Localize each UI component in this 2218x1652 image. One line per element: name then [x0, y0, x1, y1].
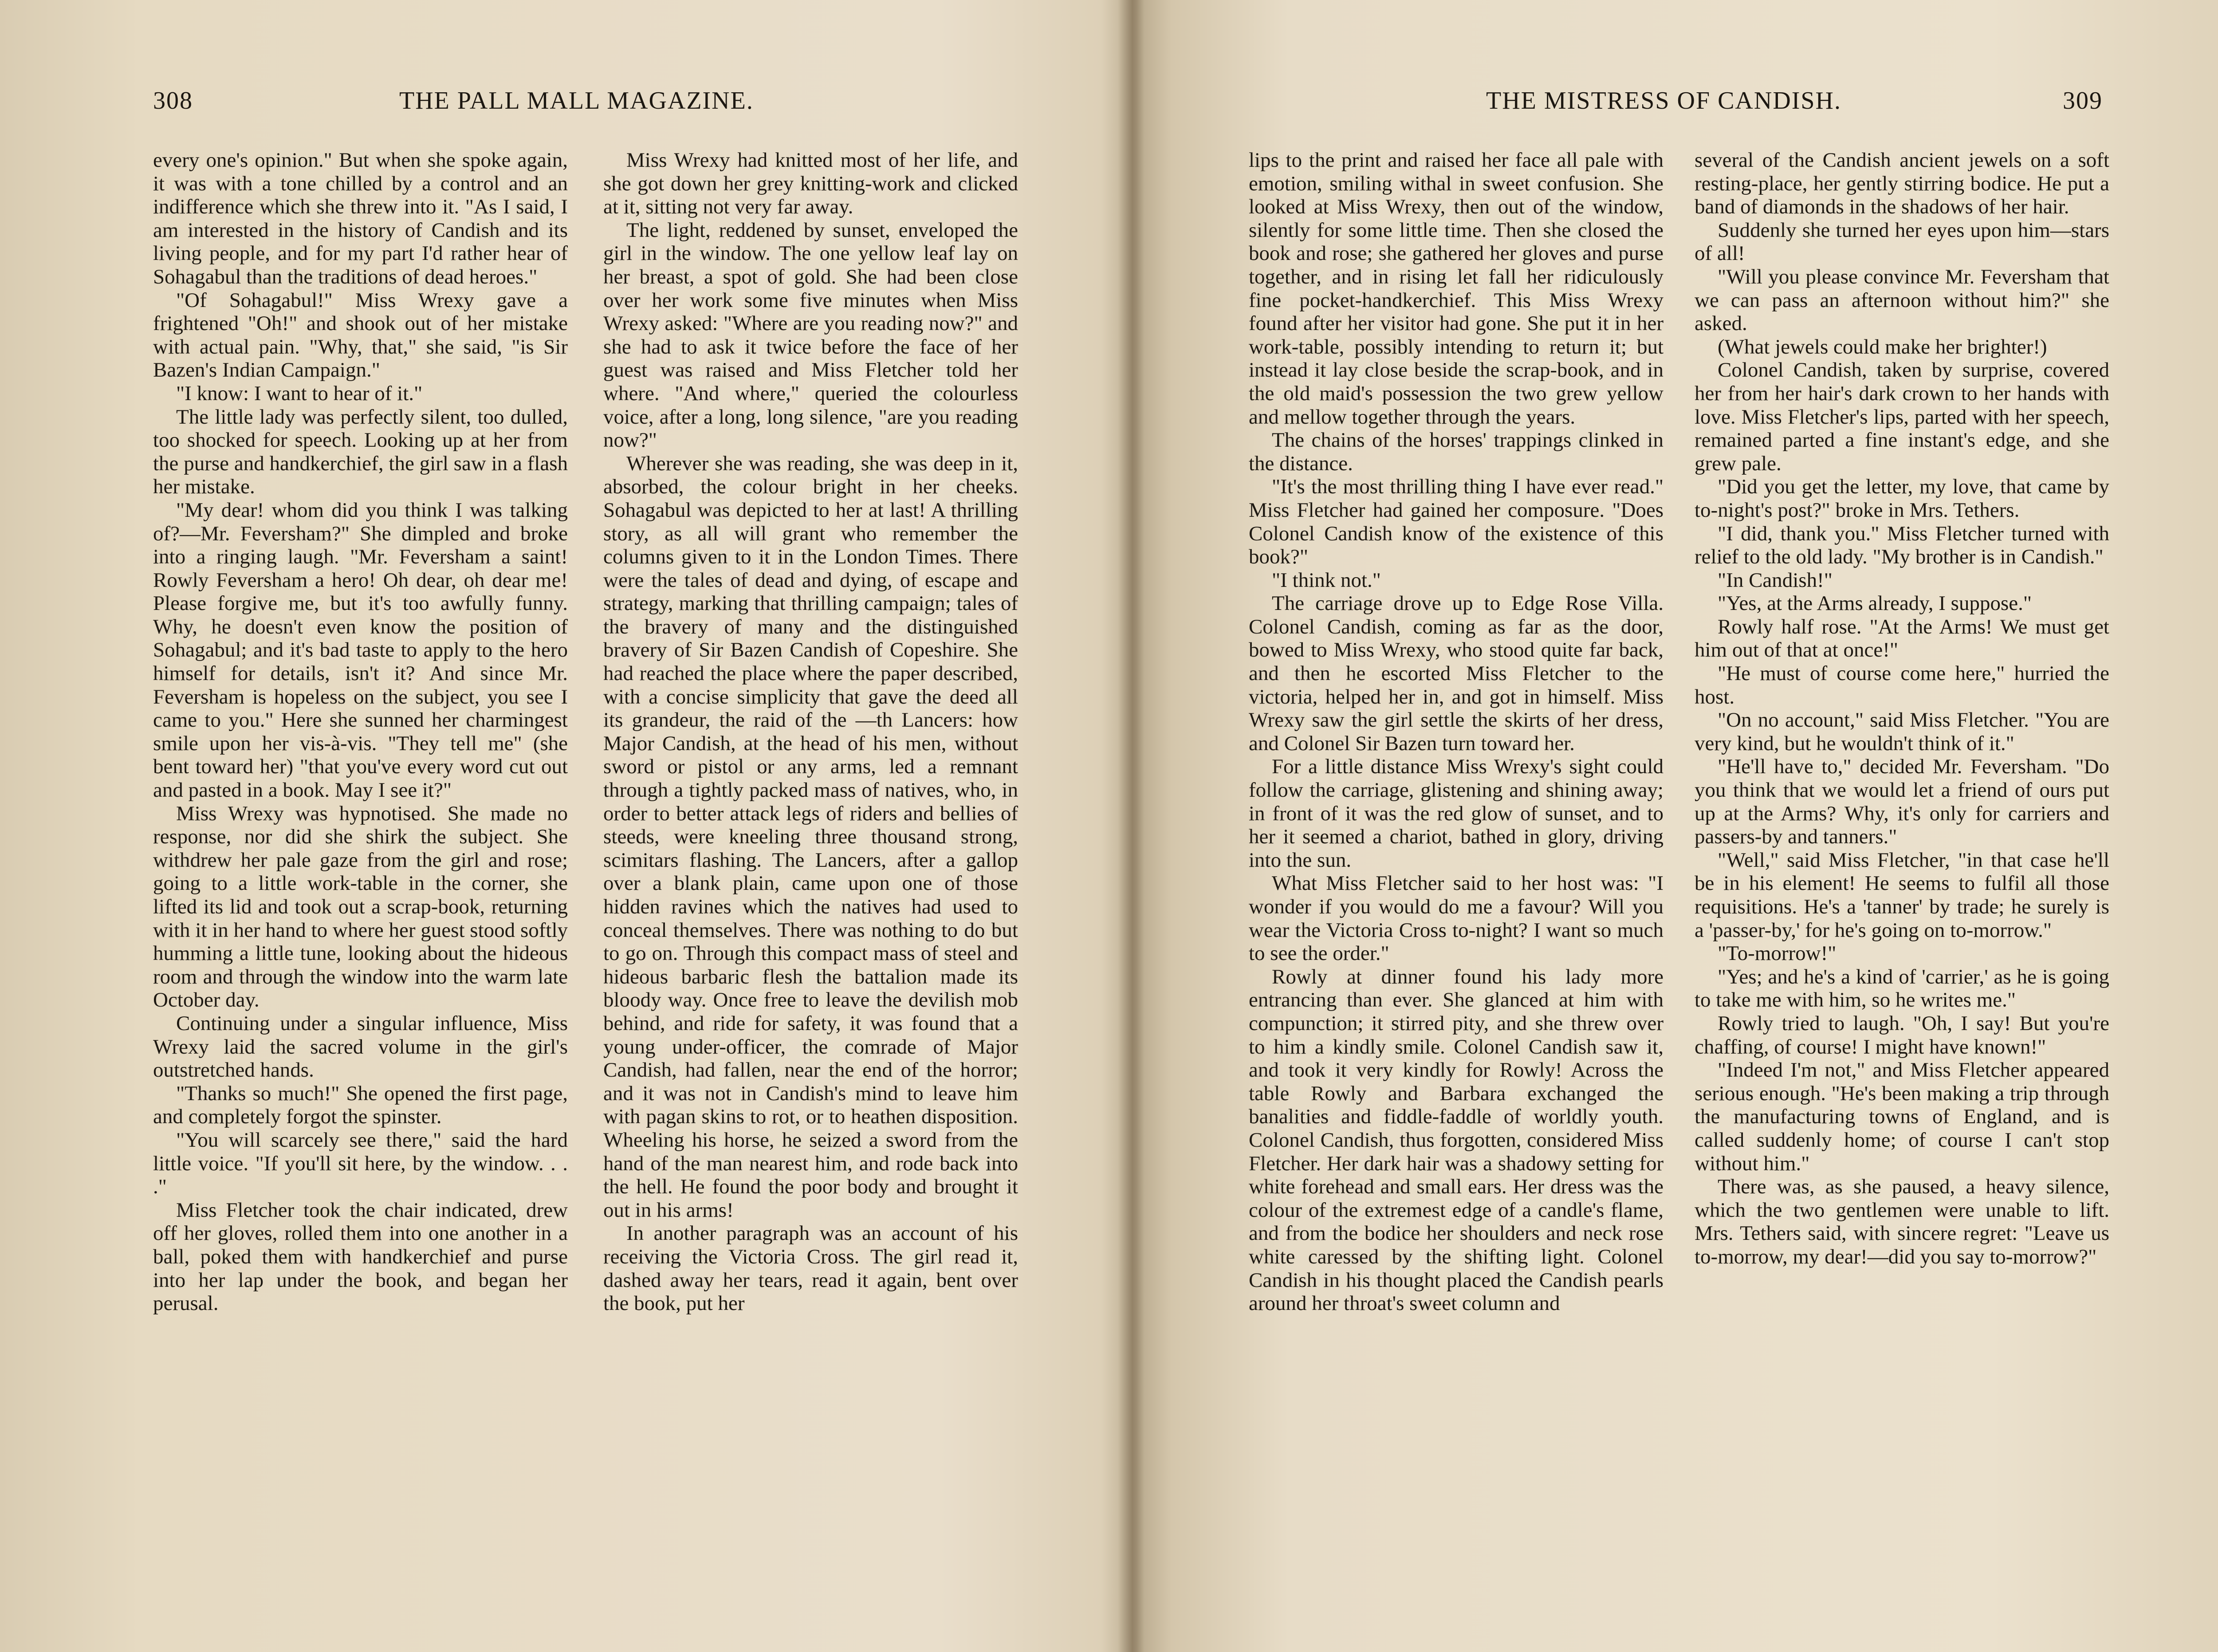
paragraph: "Will you please convince Mr. Feversham that we can pass an afternoon without him?" she asked. [1695, 265, 2109, 335]
paragraph: "He must of course come here," hurried the host. [1695, 662, 2109, 708]
left-page-number: 308 [153, 87, 193, 114]
paragraph: Miss Wrexy had knitted most of her life, and she got down her grey knitting-work and clicked at it, sitting not very far away. [603, 149, 1018, 219]
paragraph: "Did you get the letter, my love, that came by to-night's post?" broke in Mrs. Tethers. [1695, 475, 2109, 522]
paragraph: "Of Sohagabul!" Miss Wrexy gave a frightened "Oh!" and shook out of her mistake with actual pain. "Why, that," she said, "is Sir Bazen's Indian Campaign." [153, 288, 568, 382]
paragraph: "I think not." [1272, 568, 1381, 592]
paragraph: Colonel Candish, taken by surprise, covered her from her hair's dark crown to her hands with love. Miss Fletcher's lips, parted with her speech, remained parted a fine instant's edge, and she grew pale. [1695, 358, 2109, 475]
paragraph: "You will scarcely see there," said the hard little voice. "If you'll sit here, by the window. . . ." [153, 1128, 568, 1199]
paragraph: The chains of the horses' trappings clinked in the distance. [1249, 429, 1664, 475]
left-page-column-1 [153, 149, 568, 1315]
paragraph: several of the Candish ancient jewels on a soft resting-place, her gently stirring bodice. He put a band of diamonds in the shadows of her hair. [1695, 149, 2109, 219]
paragraph: (What jewels could make her brighter!) [1718, 335, 2047, 358]
paragraph: "In Candish!" [1718, 568, 1833, 592]
right-page-column-2 [1695, 149, 2109, 1269]
paragraph: every one's opinion." But when she spoke again, it was with a tone chilled by a control and an indifference which she threw into it. "As I said, I am interested in the history of Candish and its living people, and for my part I'd rather hear of Sohagabul than the traditions of dead heroes." [153, 149, 568, 288]
book-gutter [1118, 0, 1144, 1652]
paragraph: What Miss Fletcher said to her host was: "I wonder if you would do me a favour? Will you wear the Victoria Cross to-night? I want so much to see the order." [1249, 872, 1664, 965]
paragraph: Miss Fletcher took the chair indicated, drew off her gloves, rolled them into one another in a ball, poked them with handkerchief and purse into her lap under the book, and began her perusal. [153, 1198, 568, 1315]
left-running-head: THE PALL MALL MAGAZINE. [399, 87, 754, 114]
paragraph: "Yes, at the Arms already, I suppose." [1718, 592, 2032, 615]
paragraph: Wherever she was reading, she was deep in it, absorbed, the colour bright in her cheeks. Sohagabul was depicted to her at last! A thrilling story, as all will grant who remember the columns given to it in the London Times. There were the tales of dead and dying, of escape and strategy, marking that thrilling campaign; tales of the bravery of many and the distinguished bravery of Sir Bazen Candish of Copeshire. She had reached the place where the paper described, with a concise simplicity that gave the deed all its grandeur, the raid of the —th Lancers: how Major Candish, at the head of his men, without sword or pistol or any arms, led a remnant through a tightly packed mass of natives, who, in order to better attack legs of riders and bellies of steeds, were kneeling three thousand strong, scimitars flashing. The Lancers, after a gallop over a blank plain, came upon one of those hidden ravines which the natives had used to conceal themselves. There was nothing to do but to go on. Through this compact mass of steel and hideous barbaric flesh the battalion made its bloody way. Once free to leave the devilish mob behind, and ride for safety, it was found that a young under-officer, the comrade of Major Candish, had fallen, near the end of the horror; and it was not in Candish's mind to leave him with pagan skins to rot, or to heathen disposition. Wheeling his horse, he seized a sword from the hand of the man nearest him, and rode back into the hell. He found the poor body and brought it out in his arms! [603, 452, 1018, 1222]
paragraph: lips to the print and raised her face all pale with emotion, smiling withal in sweet confusion. She looked at Miss Wrexy, then out of the window, silently for some little time. Then she closed the book and rose; she gathered her gloves and purse together, and in rising let fall her ridiculously fine pocket-handkerchief. This Miss Wrexy found after her visitor had gone. She put it in her work-table, possibly intending to return it; but instead it lay close beside the scrap-book, and in the old maid's possession the two grew yellow and mellow together through the years. [1249, 149, 1664, 429]
paragraph: For a little distance Miss Wrexy's sight could follow the carriage, glistening and shining away; in front of it was the red glow of sunset, and to her it seemed a chariot, bathed in glory, driving into the sun. [1249, 755, 1664, 872]
paragraph: "I know: I want to hear of it." [176, 382, 423, 405]
right-page-number: 309 [2063, 87, 2103, 114]
paragraph: "Indeed I'm not," and Miss Fletcher appeared serious enough. "He's been making a trip through the manufacturing towns of England, and is called suddenly home; of course I can't stop without him." [1695, 1058, 2109, 1175]
paragraph: Rowly half rose. "At the Arms! We must get him out of that at once!" [1695, 615, 2109, 662]
right-running-head: THE MISTRESS OF CANDISH. [1486, 87, 1841, 114]
paragraph: "Well," said Miss Fletcher, "in that case he'll be in his element! He seems to fulfil all those requisitions. He's a 'tanner' by trade; he surely is a 'passer-by,' for he's going on to-morrow." [1695, 848, 2109, 942]
paragraph: "It's the most thrilling thing I have ever read." Miss Fletcher had gained her composure. "Does Colonel Candish know of the existence of this book?" [1249, 475, 1664, 569]
paragraph: "I did, thank you." Miss Fletcher turned with relief to the old lady. "My brother is in Candish." [1695, 522, 2109, 569]
paragraph: "He'll have to," decided Mr. Feversham. "Do you think that we would let a friend of ours put up at the Arms? Why, it's only for carriers and passers-by and tanners." [1695, 755, 2109, 849]
paragraph: "Yes; and he's a kind of 'carrier,' as he is going to take me with him, so he writes me." [1695, 965, 2109, 1012]
left-page-header [0, 87, 1118, 122]
left-page-column-2 [603, 149, 1018, 1315]
paragraph: Suddenly she turned her eyes upon him—stars of all! [1695, 218, 2109, 265]
right-page-header [1144, 87, 2218, 122]
paragraph: Rowly tried to laugh. "Oh, I say! But you're chaffing, of course! I might have known!" [1695, 1011, 2109, 1058]
paragraph: "My dear! whom did you think I was talking of?—Mr. Feversham?" She dimpled and broke into a ringing laugh. "Mr. Feversham a saint! Rowly Feversham a hero! Oh dear, oh dear me! Please forgive me, but it's too awfully funny. Why, he doesn't even know the position of Sohagabul; and it's bad taste to apply to the hero himself for details, isn't it? And since Mr. Feversham is hopeless on the subject, you see I came to you." Here she sunned her charmingest smile upon her vis-à-vis. "They tell me" (she bent toward her) "that you've every word cut out and pasted in a book. May I see it?" [153, 498, 568, 802]
paragraph: Miss Wrexy was hypnotised. She made no response, nor did she shirk the subject. She withdrew her pale gaze from the girl and rose; going to a little work-table in the corner, she lifted its lid and took out a scrap-book, returning with it in her hand to where her guest stood softly humming a little tune, looking about the hideous room and through the window into the warm late October day. [153, 802, 568, 1012]
right-page [1144, 0, 2218, 1652]
paragraph: The little lady was perfectly silent, too dulled, too shocked for speech. Looking up at her from the purse and handkerchief, the girl saw in a flash her mistake. [153, 405, 568, 499]
right-page-column-1 [1249, 149, 1664, 1315]
paragraph: "On no account," said Miss Fletcher. "You are very kind, but he wouldn't think of it." [1695, 708, 2109, 755]
paragraph: Continuing under a singular influence, Miss Wrexy laid the sacred volume in the girl's outstretched hands. [153, 1011, 568, 1082]
paragraph: The carriage drove up to Edge Rose Villa. Colonel Candish, coming as far as the door, bowed to Miss Wrexy, who stood quite far back, and then he escorted Miss Fletcher to the victoria, helped her in, and got in himself. Miss Wrexy saw the girl settle the skirts of her dress, and Colonel Sir Bazen turn toward her. [1249, 592, 1664, 755]
paragraph: Rowly at dinner found his lady more entrancing than ever. She glanced at him with compunction; it stirred pity, and she threw over to him a kindly smile. Colonel Candish saw it, and took it very kindly for Rowly! Across the table Rowly and Barbara exchanged the banalities and fiddle-faddle of worldly youth. Colonel Candish, thus forgotten, considered Miss Fletcher. Her dark hair was a shadowy setting for white forehead and small ears. Her dress was the colour of the extremest edge of a candle's flame, and from the bodice her shoulders and neck rose white caressed by the shifting light. Colonel Candish in his thought placed the Candish pearls around her throat's sweet column and [1249, 965, 1664, 1315]
paragraph: In another paragraph was an account of his receiving the Victoria Cross. The girl read it, dashed away her tears, read it again, bent over the book, put her [603, 1222, 1018, 1315]
paragraph: The light, reddened by sunset, enveloped the girl in the window. The one yellow leaf lay on her breast, a spot of gold. She had been close over her work some five minutes when Miss Wrexy asked: "Where are you reading now?" and she had to ask it twice before the face of her guest was raised and Miss Fletcher told her where. "And where," queried the colourless voice, after a long, long silence, "are you reading now?" [603, 218, 1018, 452]
paragraph: There was, as she paused, a heavy silence, which the two gentlemen were unable to lift. Mrs. Tethers said, with sincere regret: "Leave us to-morrow, my dear!—did you say to-morrow?" [1695, 1175, 2109, 1268]
paragraph: "To-morrow!" [1718, 942, 1837, 965]
paragraph: "Thanks so much!" She opened the first page, and completely forgot the spinster. [153, 1082, 568, 1129]
